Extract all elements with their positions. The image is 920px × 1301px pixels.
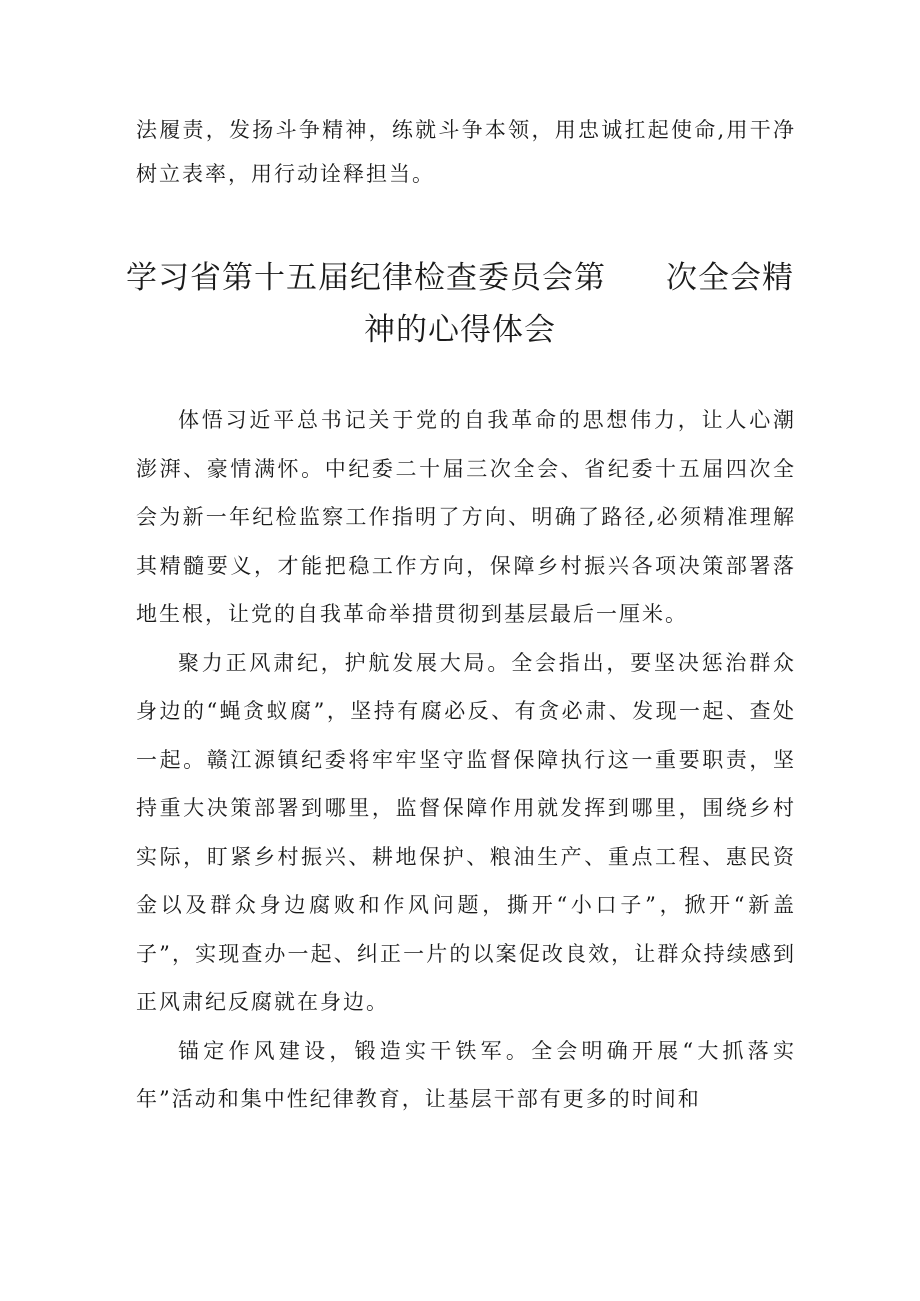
- article-title: [120, 252, 800, 356]
- previous-section-continuation: [136, 108, 796, 196]
- body-paragraph-2: 聚力正风肃纪，护航发展大局。全会指出，要坚决惩治群众身边的“蝇贪蚁腐”，坚持有腐必反、有贪必肃、发现一起、查处一起。赣江源镇纪委将牢牢坚守监督保障执行这一重要职责，坚持重大决策部署到哪里，监督保障作用就发挥到哪里，围绕乡村实际，盯紧乡村振兴、耕地保护、粮油生产、重点工程、惠民资金以及群众身边腐败和作风问题，撕开“小口子”，掀开“新盖子”，实现查办一起、纠正一片的以案促改良效，让群众持续感到正风肃纪反腐就在身边。: [136, 650, 796, 1014]
- article-body: [136, 396, 796, 1124]
- body-paragraph-1: 体悟习近平总书记关于党的自我革命的思想伟力，让人心潮澎湃、豪情满怀。中纪委二十届三次全会、省纪委十五届四次全会为新一年纪检监察工作指明了方向、明确了路径,必须精准理解其精髓要义，才能把稳工作方向，保障乡村振兴各项决策部署落地生根，让党的自我革命举措贯彻到基层最后一厘米。: [136, 408, 796, 626]
- title-part-2: 次全会精神的心得体会: [364, 260, 794, 348]
- title-part-1: 学习省第十五届纪律检查委员会第: [126, 260, 606, 296]
- continuation-paragraph: 法履责，发扬斗争精神，练就斗争本领，用忠诚扛起使命,用干净树立表率，用行动诠释担当。: [136, 118, 796, 186]
- body-paragraph-3: 锚定作风建设，锻造实干铁军。全会明确开展“大抓落实年”活动和集中性纪律教育，让基层干部有更多的时间和: [136, 1038, 796, 1111]
